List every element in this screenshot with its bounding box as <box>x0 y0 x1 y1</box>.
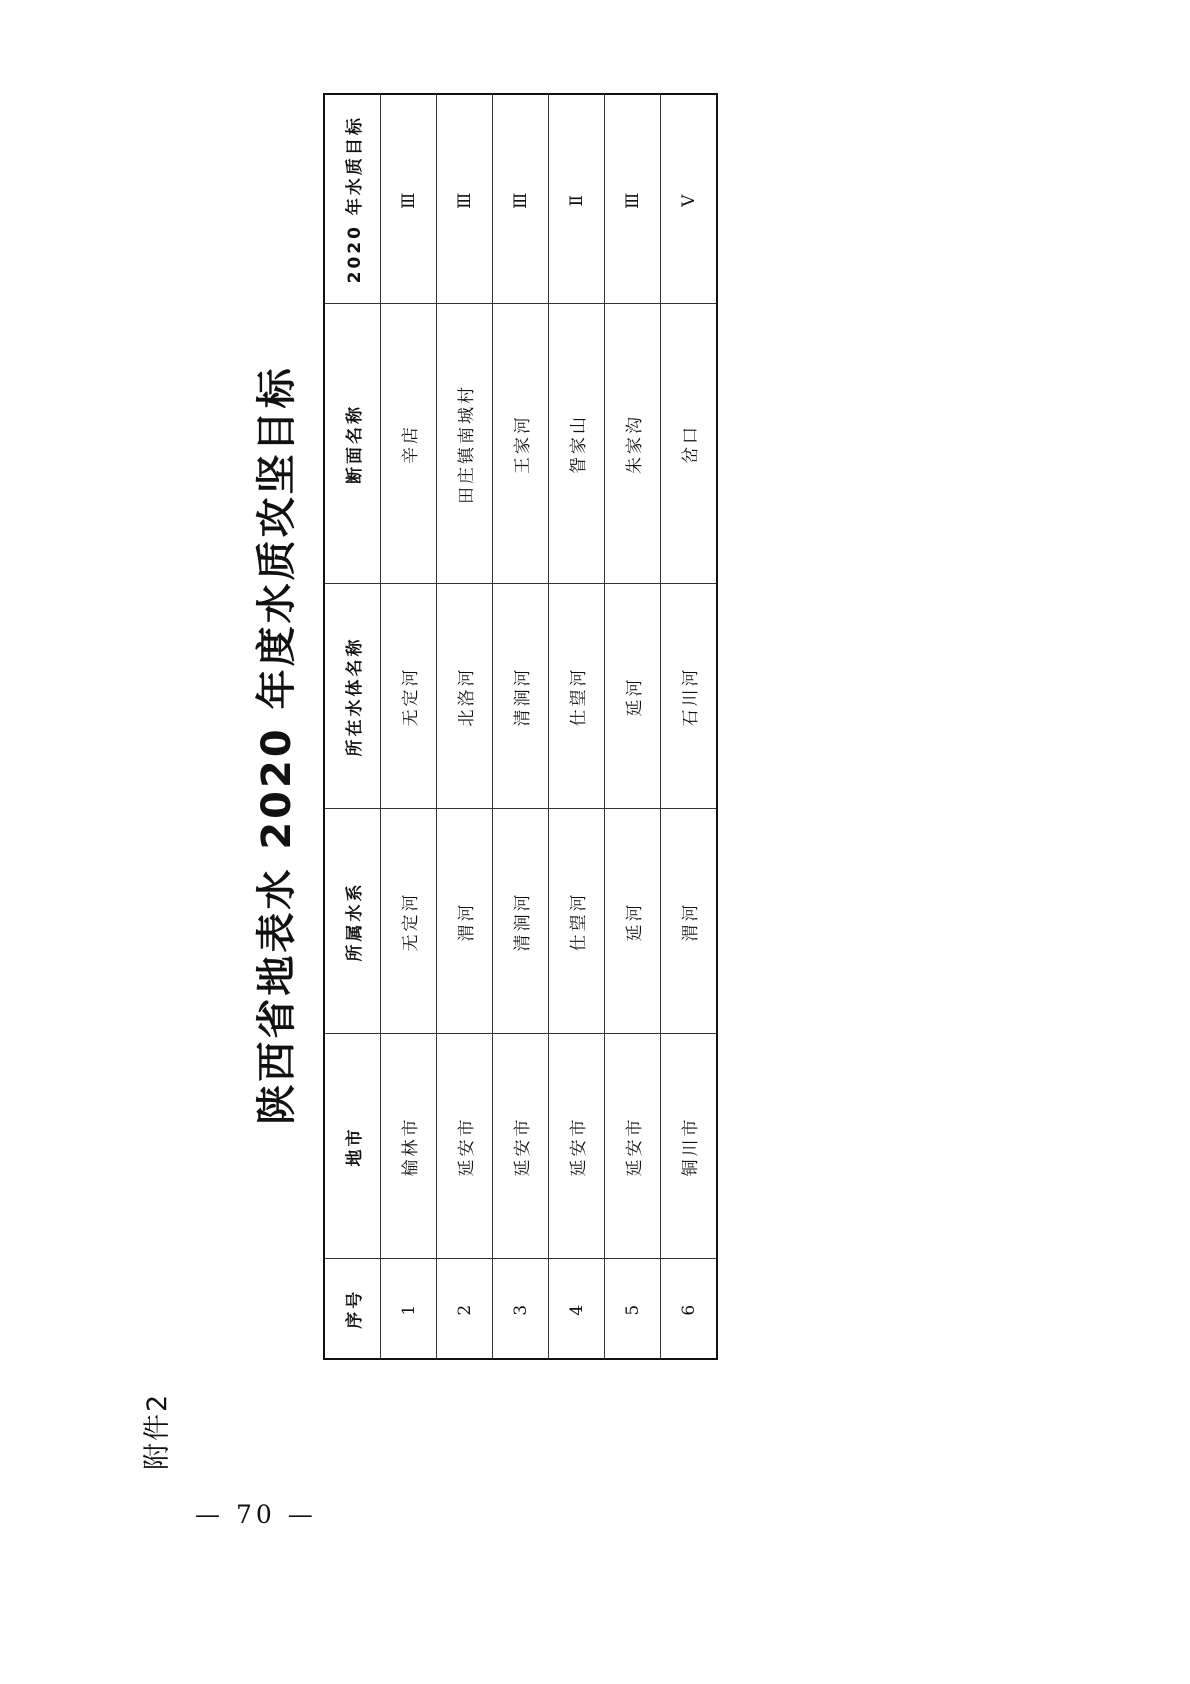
header-quality-target: 2020 年水质目标 <box>324 94 381 304</box>
cell-quality-target: Ⅲ <box>605 94 661 304</box>
cell-city: 铜川市 <box>661 1034 718 1259</box>
cell-index: 3 <box>493 1259 549 1359</box>
cell-city: 延安市 <box>493 1034 549 1259</box>
header-water-body: 所在水体名称 <box>324 584 381 809</box>
header-river-system: 所属水系 <box>324 809 381 1034</box>
page-number: — 70 — <box>195 1500 317 1529</box>
cell-quality-target: Ⅲ <box>437 94 493 304</box>
cell-quality-target: Ⅴ <box>661 94 718 304</box>
cell-section-name: 眢家山 <box>549 304 605 584</box>
table-row <box>437 94 493 1359</box>
document-title: 陕西省地表水 2020 年度水质攻坚目标 <box>254 365 300 1125</box>
table-header-row <box>324 94 381 1359</box>
cell-index: 1 <box>381 1259 437 1359</box>
cell-section-name: 辛店 <box>381 304 437 584</box>
cell-river-system: 清涧河 <box>493 809 549 1034</box>
cell-river-system: 渭河 <box>437 809 493 1034</box>
cell-city: 延安市 <box>549 1034 605 1259</box>
cell-section-name: 岔口 <box>661 304 718 584</box>
cell-river-system: 仕望河 <box>549 809 605 1034</box>
table-row <box>381 94 437 1359</box>
cell-water-body: 仕望河 <box>549 584 605 809</box>
attachment-label: 附件2 <box>142 1392 173 1470</box>
cell-index: 6 <box>661 1259 718 1359</box>
cell-city: 榆林市 <box>381 1034 437 1259</box>
cell-index: 2 <box>437 1259 493 1359</box>
header-index: 序号 <box>324 1259 381 1359</box>
table-row <box>661 94 718 1359</box>
cell-river-system: 渭河 <box>661 809 718 1034</box>
cell-index: 5 <box>605 1259 661 1359</box>
cell-city: 延安市 <box>437 1034 493 1259</box>
cell-water-body: 北洛河 <box>437 584 493 809</box>
cell-river-system: 无定河 <box>381 809 437 1034</box>
cell-quality-target: Ⅱ <box>549 94 605 304</box>
cell-water-body: 清涧河 <box>493 584 549 809</box>
table-row <box>493 94 549 1359</box>
cell-quality-target: Ⅲ <box>493 94 549 304</box>
cell-section-name: 朱家沟 <box>605 304 661 584</box>
cell-water-body: 无定河 <box>381 584 437 809</box>
rotated-page-content <box>135 115 755 1525</box>
cell-section-name: 田庄镇南城村 <box>437 304 493 584</box>
cell-city: 延安市 <box>605 1034 661 1259</box>
cell-water-body: 延河 <box>605 584 661 809</box>
cell-section-name: 王家河 <box>493 304 549 584</box>
cell-river-system: 延河 <box>605 809 661 1034</box>
cell-water-body: 石川河 <box>661 584 718 809</box>
water-quality-goals-table <box>323 93 718 1360</box>
header-section-name: 断面名称 <box>324 304 381 584</box>
cell-index: 4 <box>549 1259 605 1359</box>
table-row <box>549 94 605 1359</box>
table-row <box>605 94 661 1359</box>
header-city: 地市 <box>324 1034 381 1259</box>
cell-quality-target: Ⅲ <box>381 94 437 304</box>
